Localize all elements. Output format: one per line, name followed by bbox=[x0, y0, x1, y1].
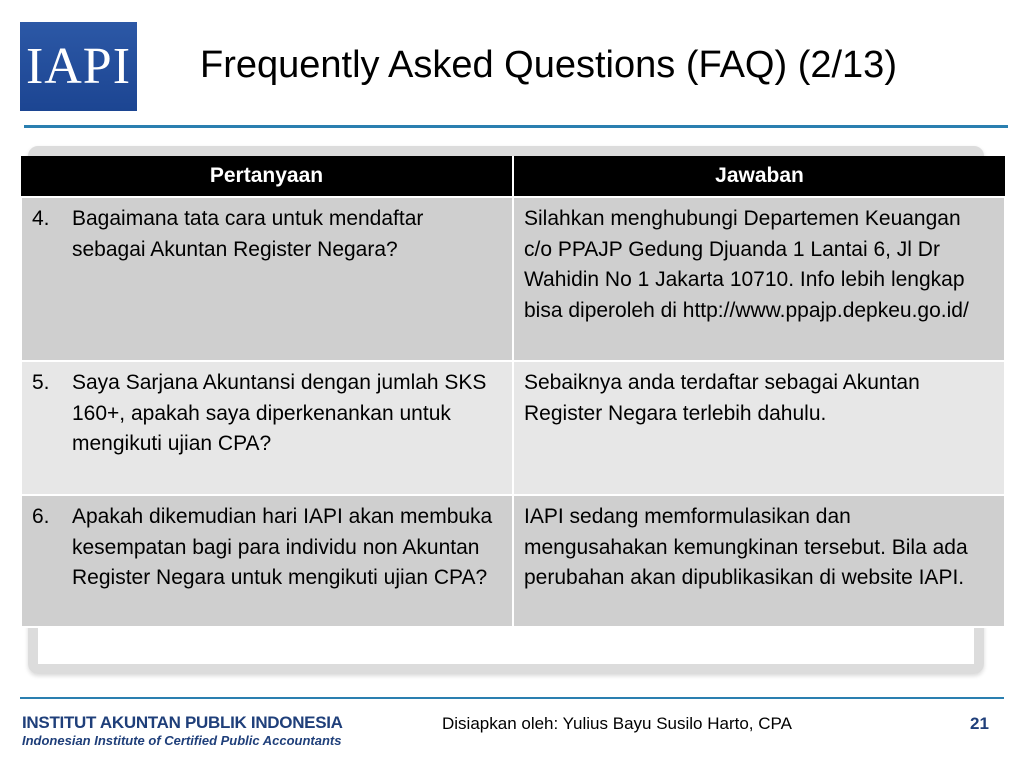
footer-org-subtitle: Indonesian Institute of Certified Public Accountants bbox=[22, 733, 342, 748]
answer-cell: IAPI sedang memformulasikan dan mengusahakan kemungkinan tersebut. Bila ada perubahan akan dipublikasikan di website IAPI. bbox=[513, 495, 1005, 627]
faq-table bbox=[20, 156, 1006, 628]
table-row bbox=[21, 361, 1005, 495]
footer-divider bbox=[20, 697, 1004, 699]
logo-text: IAPI bbox=[25, 37, 132, 95]
iapi-logo bbox=[20, 22, 137, 111]
header-divider bbox=[24, 125, 1008, 128]
question-cell bbox=[21, 197, 513, 361]
table-header-row bbox=[21, 156, 1005, 197]
question-number: 6. bbox=[32, 505, 50, 528]
page-title: Frequently Asked Questions (FAQ) (2/13) bbox=[200, 44, 897, 86]
footer-prepared-by: Disiapkan oleh: Yulius Bayu Susilo Harto, CPA bbox=[442, 714, 792, 733]
footer-org-name: INSTITUT AKUNTAN PUBLIK INDONESIA bbox=[22, 713, 343, 732]
question-text: Apakah dikemudian hari IAPI akan membuka kesempatan bagi para individu non Akuntan Register Negara untuk mengikuti ujian CPA? bbox=[72, 505, 493, 589]
answer-cell: Sebaiknya anda terdaftar sebagai Akuntan Register Negara terlebih dahulu. bbox=[513, 361, 1005, 495]
table-row bbox=[21, 495, 1005, 627]
table-row bbox=[21, 197, 1005, 361]
column-header-answer: Jawaban bbox=[513, 156, 1005, 197]
question-number: 4. bbox=[32, 207, 50, 230]
answer-cell: Silahkan menghubungi Departemen Keuangan c/o PPAJP Gedung Djuanda 1 Lantai 6, Jl Dr Wahidin No 1 Jakarta 10710. Info lebih lengkap bisa diperoleh di http://www.ppajp.depkeu.go.id/ bbox=[513, 197, 1005, 361]
question-cell bbox=[21, 495, 513, 627]
question-text: Saya Sarjana Akuntansi dengan jumlah SKS 160+, apakah saya diperkenankan untuk mengikuti ujian CPA? bbox=[72, 371, 487, 455]
question-number: 5. bbox=[32, 371, 50, 394]
page-number: 21 bbox=[970, 714, 989, 733]
column-header-question: Pertanyaan bbox=[21, 156, 513, 197]
question-text: Bagaimana tata cara untuk mendaftar sebagai Akuntan Register Negara? bbox=[72, 207, 424, 261]
question-cell bbox=[21, 361, 513, 495]
